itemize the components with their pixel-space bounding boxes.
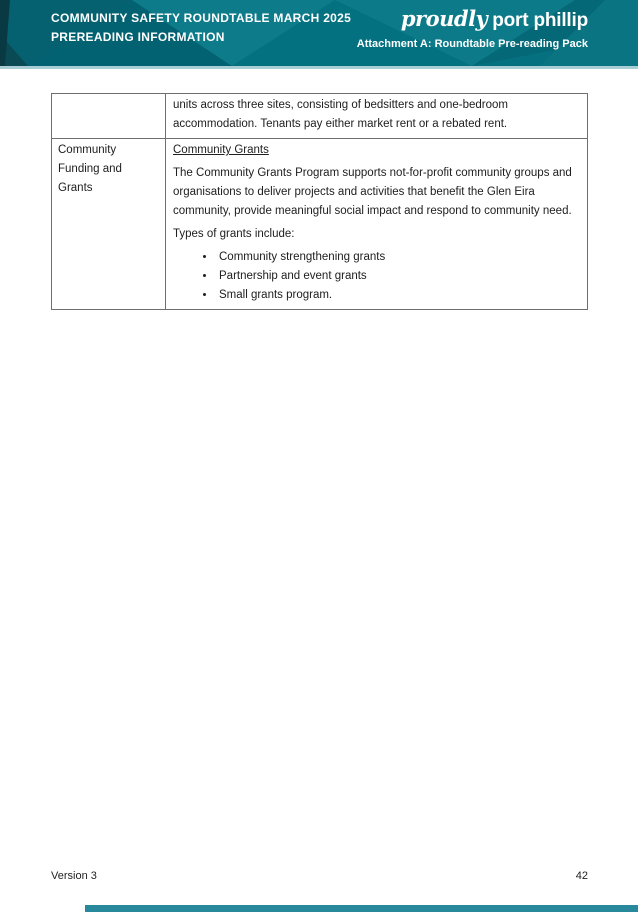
table-row — [52, 94, 587, 138]
content-table — [51, 93, 588, 310]
footer-version: Version 3 — [51, 870, 97, 882]
header-title — [51, 9, 351, 46]
paragraph: Types of grants include: — [173, 228, 295, 240]
grants-heading: Community Grants — [173, 144, 269, 156]
bullet-item: • Partnership and event grants — [216, 267, 575, 286]
table-row — [52, 138, 587, 309]
logo-script-text: proudly — [400, 6, 488, 31]
header-title-line1: COMMUNITY SAFETY ROUNDTABLE MARCH 2025 — [51, 11, 352, 25]
paragraph: The Community Grants Program supports not-for-profit community groups and organisations to deliver projects and activities that benefit the Glen Eira community, provide meaningful social impact and respond to community need. — [173, 167, 572, 217]
bullet-item: • Community strengthening grants — [216, 248, 575, 267]
attachment-label: Attachment A: Roundtable Pre-reading Pack — [356, 38, 588, 50]
footer-page-number: 42 — [575, 870, 588, 882]
bottom-accent-bar — [85, 905, 638, 912]
banner-bottom-strip — [0, 66, 638, 69]
row-content-cell — [166, 94, 587, 138]
port-phillip-logo — [401, 6, 588, 32]
bullet-list — [173, 248, 575, 305]
bullet-item: • Small grants program. — [216, 286, 575, 305]
row-content-cell — [166, 139, 587, 309]
logo-brand-text: port phillip — [492, 10, 588, 31]
paragraph: units across three sites, consisting of bedsitters and one-bedroom accommodation. Tenants pay either market rent or a rebated rent. — [173, 99, 508, 130]
header-title-line2: PREREADING INFORMATION — [51, 29, 225, 44]
page-footer — [51, 870, 588, 882]
row-label-cell: Community Funding and Grants — [52, 139, 166, 309]
row-label-cell — [52, 94, 166, 138]
header-banner — [0, 0, 638, 66]
